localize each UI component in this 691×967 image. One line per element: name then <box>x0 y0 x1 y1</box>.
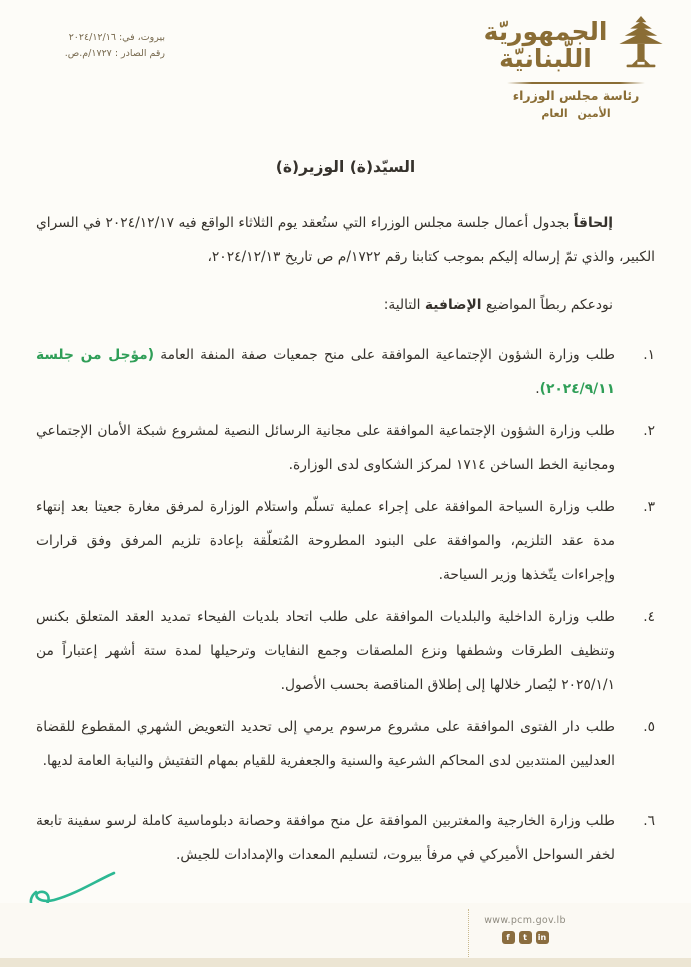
agenda-item-number: ٦. <box>643 813 655 829</box>
republic-calligraphy <box>484 18 608 72</box>
cedar-tree-icon <box>614 14 668 76</box>
text-segment: إلحاقاً <box>573 215 613 231</box>
republic-word-1: الجمهوريّة <box>483 17 608 46</box>
text-segment: طلب دار الفتوى الموافقة على مشروع مرسوم يرمي إلى تحديد التعويض الشهري المقطوع للقضاة العدليين المنتدبين لدى المحاكم الشرعية والسنية والجعفرية للقيام بمهام التفتيش والنيابة العامة لديها. <box>36 719 615 769</box>
agenda-list <box>36 338 655 872</box>
agenda-item-text <box>36 414 615 482</box>
agenda-item-text <box>36 600 615 702</box>
agenda-item-text <box>36 490 615 592</box>
text-segment: . <box>535 381 540 397</box>
text-segment: نودعكم ربطاً المواضيع <box>481 297 613 313</box>
agenda-item-number: ٤. <box>643 609 655 625</box>
agenda-item-number: ١. <box>643 347 655 363</box>
document-meta <box>55 30 165 62</box>
text-segment: طلب وزارة السياحة الموافقة على إجراء عملية تسلّم واستلام الوزارة لمرفق مغارة جعيتا بعد إنتهاء مدة عقد التلزيم، والموافقة على البنود المطروحة المُتعلّقة بإعادة تلزيم المرفق وفق قرارات وإجراءات يتّخذها وزير السياحة. <box>36 499 615 583</box>
linkedin-icon: in <box>536 931 549 944</box>
text-segment: طلب وزارة الشؤون الإجتماعية الموافقة على منح جمعيات صفة المنفة العامة <box>154 347 615 363</box>
text-segment: طلب وزارة الداخلية والبلديات الموافقة على طلب اتحاد بلديات الفيحاء تمديد العقد المتعلق بكنس وتنظيف الطرقات وشطفها ونزع الملصقات وجمع النفايات وترحيلها لمدة ستة أشهر إعتباراً من ٢٠٢٥/١/١ ليُصار خلالها إلى إطلاق المناقصة بحسب الأصول. <box>36 609 615 693</box>
agenda-item-text <box>36 710 615 778</box>
text-segment: التالية: <box>383 297 425 313</box>
agenda-item-text <box>36 338 615 406</box>
salutation: السيّد(ة) الوزير(ة) <box>275 158 416 176</box>
page-footer <box>0 903 691 967</box>
agenda-item-text <box>36 804 615 872</box>
text-segment: طلب وزارة الشؤون الإجتماعية الموافقة على مجانية الرسائل النصية لمشروع شبكة الأمان الإجتماعي ومجانية الخط الساخن ١٧١٤ لمركز الشكاوى لدى الوزارة. <box>36 423 615 473</box>
agenda-item-1 <box>36 338 655 406</box>
facebook-icon: f <box>502 931 515 944</box>
secretary-general-label: الأمين العام <box>541 107 611 120</box>
republic-word-2: اللّبنانيّة <box>499 44 592 73</box>
pcm-emblem <box>483 14 665 120</box>
social-icons-row <box>469 931 581 944</box>
council-presidency-label: رئاسة مجلس الوزراء <box>512 88 640 103</box>
deferred-session-note: (مؤجل من جلسة ٢٠٢٤/٩/١١) <box>36 347 615 397</box>
website-url: www.pcm.gov.lb <box>484 915 566 926</box>
agenda-item-5 <box>36 710 655 778</box>
agenda-item-number: ٢. <box>643 423 655 439</box>
agenda-item-6 <box>36 804 655 872</box>
agenda-item-number: ٥. <box>643 719 655 735</box>
text-segment: الإضافية <box>424 297 482 313</box>
intro-paragraph <box>36 206 655 274</box>
agenda-item-3 <box>36 490 655 592</box>
agenda-item-4 <box>36 600 655 702</box>
document-date: بيروت، في: ٢٠٢٤/١٢/١٦ <box>68 32 165 43</box>
document-ref-number: رقم الصادر : ١٧٢٧/م.ص. <box>64 48 165 60</box>
agenda-item-number: ٣. <box>643 499 655 515</box>
letter-body <box>36 158 655 880</box>
emblem-divider <box>507 82 645 84</box>
text-segment: طلب وزارة الخارجية والمغتربين الموافقة عل منح موافقة وحصانة دبلوماسية كاملة لرسو سفينة تابعة لخفر السواحل الأميركي في مرفأ بيروت، لتسليم المعدات والإمدادات للجيش. <box>36 813 615 863</box>
twitter-icon: t <box>519 931 532 944</box>
lead-sentence <box>36 288 655 322</box>
text-segment: بجدول أعمال جلسة مجلس الوزراء التي ستُعقد يوم الثلاثاء الواقع فيه ٢٠٢٤/١٢/١٧ في السراي الكبير، والذي تمّ إرساله إليكم بموجب كتابنا رقم ١٧٢٢/م ص تاريخ ٢٠٢٤/١٢/١٣، <box>36 215 655 265</box>
agenda-item-2 <box>36 414 655 482</box>
footer-contact-block <box>468 909 581 963</box>
